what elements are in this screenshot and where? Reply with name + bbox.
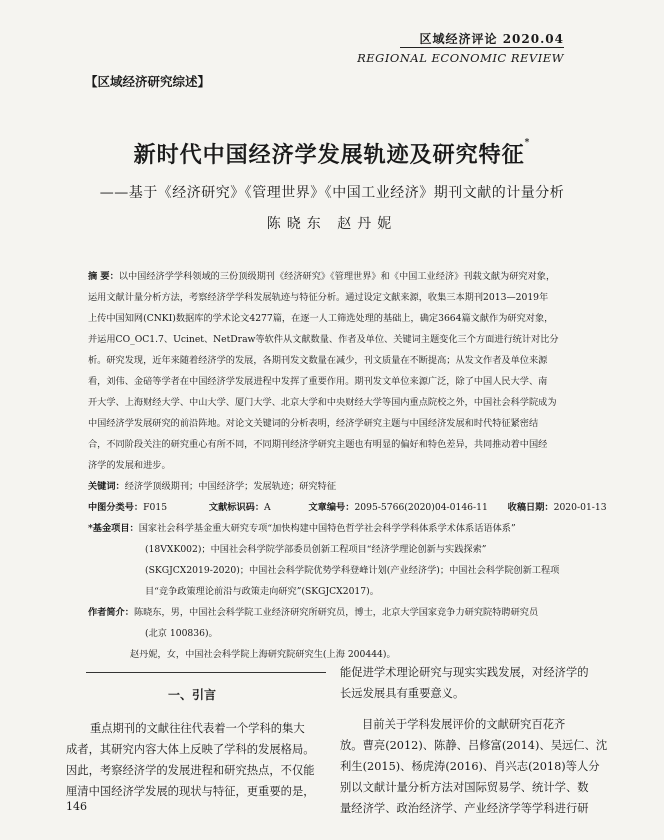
section-heading: 一、引言 (168, 688, 217, 702)
author-intro-label: 作者简介： (88, 607, 134, 618)
body-line: 成者，其研究内容大体上反映了学科的发展格局。 (66, 743, 315, 756)
abstract-line (88, 268, 580, 282)
title-text: 新时代中国经济学发展轨迹及研究特征 (133, 142, 525, 168)
abstract-line: 上传中国知网(CNKI)数据库的学术论文4277篇，在逐一人工筛选处理的基础上，确定3664篇文献作为研究对象， (88, 313, 554, 324)
abstract-text: 以中国经济学学科领域的三份顶级期刊《经济研究》《管理世界》和《中国工业经济》刊载文献为研究对象， (118, 271, 556, 282)
abstract-line: 析。研究发现，近年来随着经济学的发展，各期刊发文数量在减少，刊文质量在不断提高；从发文作者及单位来源 (88, 355, 548, 366)
received-value: 2020-01-13 (553, 502, 607, 513)
body-line: 长远发展具有重要意义。 (340, 687, 465, 700)
body-line: 因此，考察经济学的发展进程和研究热点，不仅能 (66, 764, 315, 777)
body-line: 目前关于学科发展评价的文献研究百花齐 (362, 718, 566, 731)
author-intro-line (88, 604, 580, 618)
title-footnote-mark: * (524, 138, 531, 148)
keywords (88, 478, 580, 492)
keywords-text: 经济学顶级期刊；中国经济学；发展轨迹；研究特征 (124, 481, 337, 492)
paper-subtitle: ——基于《经济研究》《管理世界》《中国工业经济》期刊文献的计量分析 (99, 185, 565, 201)
body-line: 量经济学、政治经济学、产业经济学等学科进行研 (340, 802, 589, 815)
author-intro-line: (北京 100836)。 (145, 628, 218, 639)
header-rule (400, 47, 564, 48)
journal-name-en: REGIONAL ECONOMIC REVIEW (357, 51, 564, 65)
abstract-line: 合，不同阶段关注的研究重心有所不同，不同期刊经济学研究主题也有明显的偏好和特色差异，共同推动着中国经 (88, 439, 548, 450)
doc-code-value: A (264, 502, 271, 513)
article-no-label: 文章编号： (308, 502, 355, 513)
body-divider (86, 672, 326, 673)
body-line: 别以文献计量分析方法对国际贸易学、统计学、数 (340, 781, 589, 794)
abstract-line: 开大学、上海财经大学、中山大学、厦门大学、北京大学和中央财经大学等国内重点院校之外，中国社会科学院成为 (88, 397, 557, 408)
funding-label: *基金项目： (88, 523, 139, 534)
journal-name-cn: 区域经济评论 2020.04 (419, 32, 564, 46)
body-line: 重点期刊的文献往往代表着一个学科的集大 (90, 722, 305, 735)
abstract-line: 运用文献计量分析方法，考察经济学学科发展轨迹与特征分析。通过设定文献来源，收集三本期刊2013—2019年 (88, 292, 549, 303)
body-line: 放。曹亮(2012)、陈静、吕修富(2014)、吴远仁、沈 (340, 739, 608, 752)
author-intro-text: 陈晓东，男，中国社会科学院工业经济研究所研究员，博士，北京大学国家竞争力研究院特聘研究员 (133, 607, 539, 618)
author-intro-line: 赵丹妮，女，中国社会科学院上海研究院研究生(上海 200444)。 (130, 649, 396, 660)
keywords-label: 关键词： (88, 481, 125, 492)
classification-line (88, 499, 607, 513)
abstract-line: 看，刘伟、金碚等学者在中国经济学发展进程中发挥了重要作用。期刊发文单位来源广泛，除了中国人民大学、南 (88, 376, 548, 387)
clc-label: 中图分类号： (88, 502, 144, 513)
funding-line: (18VXK002)；中国社会科学院学部委员创新工程项目“经济学理论创新与实践探索” (145, 544, 487, 555)
clc-value: F015 (143, 502, 168, 513)
body-line: 能促进学术理论研究与现实实践发展，对经济学的 (340, 666, 589, 679)
body-line: 厘清中国经济学发展的现状与特征，更重要的是， (66, 785, 315, 798)
funding-line: (SKGJCX2019-2020)；中国社会科学院优势学科登峰计划(产业经济学)；中国社会科学院创新工程项 (145, 565, 560, 576)
abstract-label: 摘 要： (88, 271, 119, 282)
authors: 陈晓东 赵丹妮 (266, 216, 398, 232)
funding-line (88, 520, 580, 534)
abstract-line: 济学的发展和进步。 (88, 460, 171, 471)
article-no-value: 2095-5766(2020)04-0146-11 (354, 502, 488, 513)
doc-code-label: 文献标识码： (208, 502, 265, 513)
funding-line: 目“竞争政策理论前沿与政策走向研究”(SKGJCX2017)。 (145, 586, 379, 597)
abstract-line: 并运用CO_OC1.7、Ucinet、NetDraw等软件从文献数量、作者及单位、关键词主题变化三个方面进行统计对比分 (88, 334, 559, 345)
section-tag: 【区域经济研究综述】 (85, 74, 211, 89)
paper-title (0, 138, 664, 169)
funding-text: 国家社会科学基金重大研究专项“加快构建中国特色哲学社会科学学科体系学术体系话语体系” (138, 523, 516, 534)
body-line: 利生(2015)、杨虎涛(2016)、肖兴志(2018)等人分 (340, 760, 600, 773)
page-number: 146 (66, 800, 87, 813)
abstract-line: 中国经济学发展研究的前沿阵地。对论文关键词的分析表明，经济学研究主题与中国经济发展和时代特征紧密结 (88, 418, 539, 429)
received-label: 收稿日期： (507, 502, 554, 513)
